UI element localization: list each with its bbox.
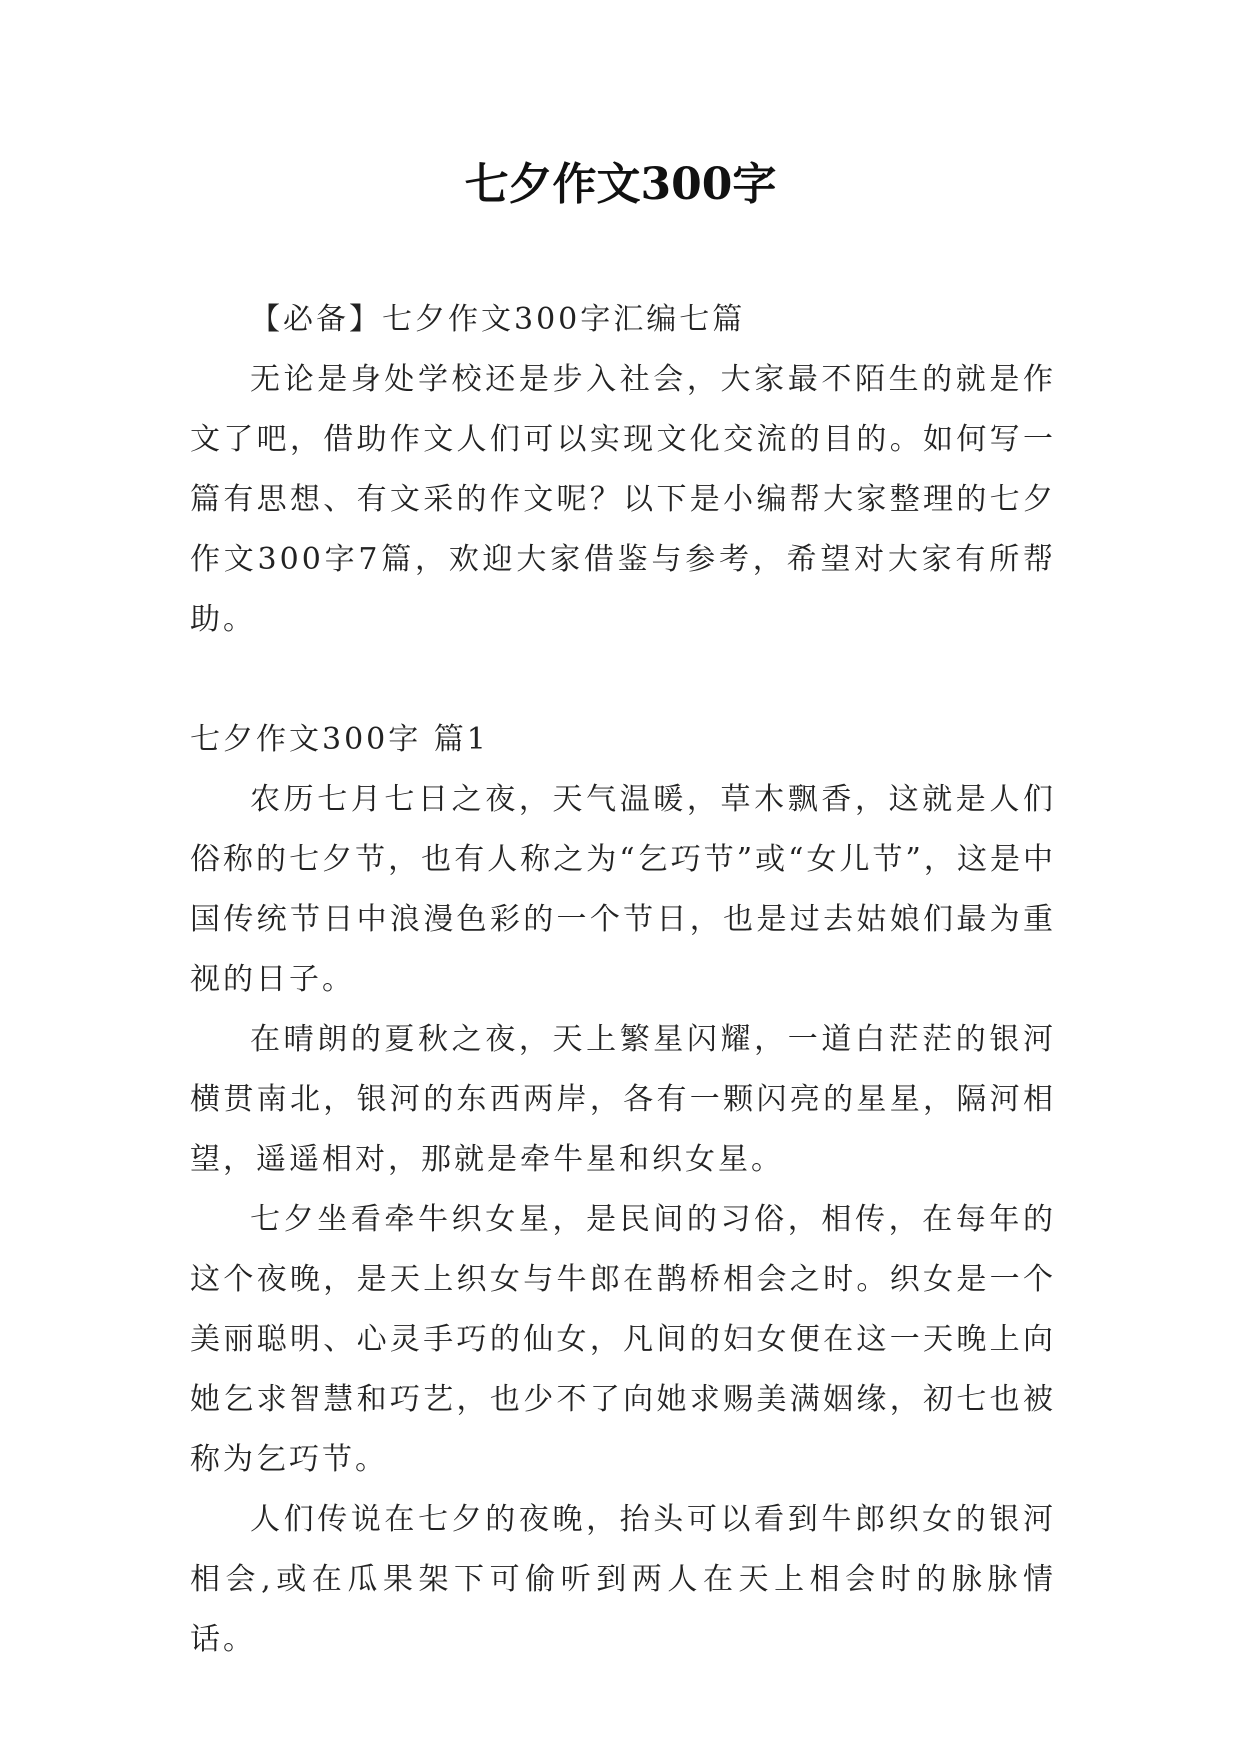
section-paragraph: 农历七月七日之夜，天气温暖，草木飘香，这就是人们俗称的七夕节，也有人称之为“乞巧节”或“女儿节”，这是中国传统节日中浪漫色彩的一个节日，也是过去姑娘们最为重视的日子。 xyxy=(190,782,1056,997)
intro-paragraph: 无论是身处学校还是步入社会，大家最不陌生的就是作文了吧，借助作文人们可以实现文化交流的目的。如何写一篇有思想、有文采的作文呢？以下是小编帮大家整理的七夕作文300字7篇，欢迎大家借鉴与参考，希望对大家有所帮助。 xyxy=(190,362,1056,637)
section-heading: 七夕作文300字 篇1 xyxy=(190,722,489,757)
section-paragraph: 七夕坐看牵牛织女星，是民间的习俗，相传，在每年的这个夜晚，是天上织女与牛郎在鹊桥相会之时。织女是一个美丽聪明、心灵手巧的仙女，凡间的妇女便在这一天晚上向她乞求智慧和巧艺，也少不了向她求赐美满姻缘，初七也被称为乞巧节。 xyxy=(190,1202,1056,1477)
document-body xyxy=(190,290,1056,1670)
document-subtitle: 【必备】七夕作文300字汇编七篇 xyxy=(250,302,746,337)
section-paragraph: 人们传说在七夕的夜晚，抬头可以看到牛郎织女的银河相会,或在瓜果架下可偷听到两人在天上相会时的脉脉情话。 xyxy=(190,1502,1056,1657)
section-paragraph: 在晴朗的夏秋之夜，天上繁星闪耀，一道白茫茫的银河横贯南北，银河的东西两岸，各有一颗闪亮的星星，隔河相望，遥遥相对，那就是牵牛星和织女星。 xyxy=(190,1022,1056,1177)
document-title: 七夕作文300字 xyxy=(464,159,777,210)
